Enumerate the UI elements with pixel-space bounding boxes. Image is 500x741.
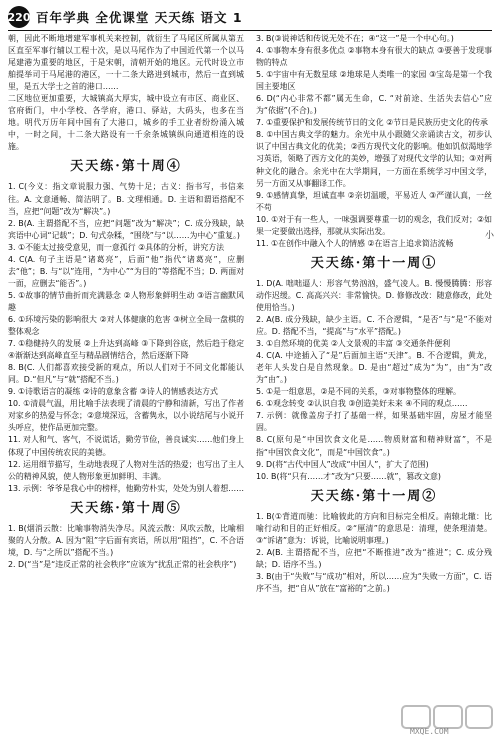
answer-paragraph: 3. ①不能太过接受意见，而一意孤行 ②具体的分析，讲究方法 — [8, 242, 225, 252]
answer-paragraph: 9. ①诗歌语言的凝练 ②诗的意象含蓄 ③诗人的情感表达方式 — [8, 387, 218, 397]
answer-paragraph: 10. ①对于有一些人，一味强调要尊重一切的观念，我们反对；②如果一定要做出选择，那就从实际出发。 — [256, 214, 492, 236]
answer-paragraph: 6. ①环境污染的影响很大 ②对人体健康的危害 ③树立全局一盘棋的整体观念 — [8, 314, 244, 337]
answer-paragraph: 1. D(A. 咄咄逼人：形容气势汹汹，盛气凌人。B. 慢慢腾腾：形容动作迟缓。C. 高高兴兴：非常愉快。D. 修修改改：随意修改，此处使用恰当。) — [256, 278, 492, 312]
watermark-text: MXQE.COM — [410, 727, 449, 736]
answer-paragraph: 2. A(B. 成分残缺，缺少主语。C. 不合逻辑，“是否”与“是”不能对应。D. 搭配不当，“提高”与“水平”搭配。) — [256, 314, 492, 337]
answer-paragraph: 7. 示例：就像盖房子打了基础一样，如果基础牢固，房屋才能坚固。 — [256, 411, 492, 433]
section-heading: 天天练·第十周⑤ — [70, 500, 182, 516]
answer-paragraph: 朝，因此不断地增建军事机关来控制，就衍生了马尾区所属从第五区直至军事行辅以工程十次，是以马尾作为了中国近代第一个以马尾建港为重要的地区，于是宋朝，清朝开始的地区。元代时设立市舶提举司于马尾港的港区，一十二条大路进到城市，然后一直到城里，是五大学士之首的港口…… — [8, 34, 244, 92]
section-heading: 天天练·第十一周② — [310, 488, 438, 504]
answer-paragraph: 2. B(A. 主谓搭配不当，应把“问题”改为“解决”；C. 成分残缺，缺宾语中心词“记载”；D. 句式杂糅，“围绕”与“以……为中心”重复。) — [8, 218, 244, 240]
answer-paragraph: 11. ①在创作中融入个人的情感 ②在语言上追求简洁流畅 — [256, 238, 454, 248]
answer-paragraph: 8. C(原句是“中国饮食文化是……物质财富和精神财富”，不是指“中国饮食文化”，而是“中国饮食”。) — [256, 435, 492, 457]
answer-paragraph: 13. 示例：爷爷是我心中的榜样，他勤劳朴实，处处为别人着想…… — [8, 483, 244, 493]
right-column — [256, 33, 492, 733]
answer-paragraph: 4. C(A. 句子主语是“诸葛亮”，后面“他”指代“诸葛亮”，应删去“他”；B. 与“以”连用，“为中心”“为目的”等搭配不当；D. 两面对一面，应删去“能否”。) — [8, 254, 244, 288]
answer-paragraph: 12. 运用细节描写，生动地表现了人物对生活的热爱；也写出了主人公的精神风貌，使人物形象更加鲜明、丰满。 — [8, 459, 244, 481]
answer-paragraph: 8. ①中国古典文学的魅力。余光中从小跟随父亲诵读古文，初步认识了中国古典文化的优美；②西方现代文化的影响。他如饥似渴地学习英语，领略了西方文化的美妙，增强了对现代文学的认知；③对两种文化的融合。余光中在大学期间，一方面在系统学习中国文学，另一方面又从事翻译工作。 — [256, 130, 492, 188]
left-column — [8, 33, 244, 733]
answer-paragraph: 3. B(③说神话和传说无处不在；④“这一”是一个中心句。) — [256, 34, 454, 43]
page-header — [8, 4, 492, 31]
answer-paragraph: 3. ①自然环境的优美 ②人文景观的丰富 ③交通条件便利 — [256, 339, 451, 349]
answer-paragraph: 10. ①清晨气温，用比喻手法表现了清晨的宁静和清新，写出了作者对家乡的热爱与怀念；②意境深远，含蓄隽永，以小说结尾与小说开头呼应，使作品更加完整。 — [8, 399, 244, 433]
answer-paragraph: 5. ①宇宙中有无数星球 ②地球是人类唯一的家园 ③宝岛是第一个我国主要地区 — [256, 70, 492, 92]
answer-paragraph: 7. ①稳健持久的发展 ②上升达到高峰 ③下降到谷底，然后趋于稳定 ④渐渐达到高峰直至与精品剧情结合，然后逐渐下降 — [8, 339, 244, 361]
answer-paragraph: 5. ①是一组意思，②是不同的关系，③对事物整体的理解。 — [256, 387, 461, 397]
answer-paragraph: 6. D(“内心非常不都”属无生命，C. “对前途、生活失去信心”应为“依据”(不合)。) — [256, 94, 492, 116]
answer-paragraph: 1. B(①背道而驰：比喻彼此的方向和目标完全相反。南辕北辙：比喻行动和目的正好相反。②“厘清”的意思是：清理，使条理清楚。③“诉诸”意为：诉说，比喻说明事理。) — [256, 511, 492, 545]
answer-paragraph: 11. 对人和气、客气，不说谎话，勤劳节俭，善良诚实……他们身上体现了中国传统农民的美德。 — [8, 435, 244, 457]
answer-paragraph: 4. ①事物本身有很多优点 ②事物本身有很大的缺点 ③要善于发现事物的特点 — [256, 46, 492, 68]
section-heading: 天天练·第十周④ — [70, 159, 182, 175]
answer-paragraph: 5. ①故事的情节曲折而充满悬念 ②人物形象鲜明生动 ③语言幽默风趣 — [8, 290, 244, 312]
answer-paragraph: 2. A(B. 主谓搭配不当，应把“不断推进”改为“推进”；C. 成分残缺；D. 语序不当。) — [256, 547, 492, 569]
page-number-badge: 220 — [8, 6, 30, 28]
answer-paragraph: 7. ①重要保护和发展传统节日的文化 ②节日是民族历史文化的传承 — [256, 118, 488, 128]
header-title: 百年学典 全优课堂 天天练 语文 1 — [36, 10, 243, 25]
answer-paragraph: 1. B(烟消云散：比喻事物消失净尽。风流云散：风吹云散，比喻相聚的人分散。A. 因为“阻”字后面有宾语，所以用“阻挡”，C. 不合语境，D. 与“之所以”搭配不当。) — [8, 523, 244, 557]
answer-paragraph: 10. B(将“只有……才”改为“只要……就”，篡改文意) — [256, 471, 442, 481]
answer-paragraph: 8. B(C. 人们都喜欢接受新的观点，所以人们对于不同文化都能认同。D.“但凡”与“就”搭配不当。) — [8, 363, 244, 385]
answer-paragraph: 9. D(将“古代中国人”改成“中国人”，扩大了范围) — [256, 459, 429, 469]
answer-paragraph: 1. C(今义：指文章说服力强、气势十足；古义：指书写，书信来往。A. 文意通畅、简洁明了。B. 文理相通。D. 主语和谓语搭配不当，应把“问题”改为“解决”。) — [8, 182, 244, 216]
side-mark: 小 — [484, 231, 494, 241]
answer-paragraph: 6. ①观念转变 ②认识自我 ③创造美好未来 ④不同的观点…… — [256, 399, 468, 409]
answer-paragraph: 9. ①感情真挚，坦诚直率 ②亲切温暖，平易近人 ③严谨认真，一丝不苟 — [256, 190, 492, 212]
answer-paragraph: 4. C(A. 中途插入了“是”后面加主语“天津”。B. 不合逻辑，黄龙，老年人头发白是自然现象。D. 是由“超过”成为“为”，由“为”改为“由”。) — [256, 351, 492, 385]
answer-paragraph: 3. B(由于“失败”与“成功”相对，所以……应为“失败一方面”，C. 语序不当，把“自从”放在“富裕的”之前。) — [256, 571, 492, 593]
answer-paragraph: 2. D(“当”是“违反正常的社会秩序”应该为“扰乱正常的社会秩序”) — [8, 559, 237, 569]
section-heading: 天天练·第十一周① — [310, 255, 438, 271]
answer-paragraph: 二区地位更加重要，大城镇高大厚实，城中设立有市区、商业区、官府衙门，中小学校、各学府，港口、驿站，大码头，也多在当地。明代万历年间中国有了大港口，城乡的手工业者纷纷涌入城中，一时之间，十二条大路设有一千余条城镇纵向通道相连的设施。 — [8, 94, 244, 152]
